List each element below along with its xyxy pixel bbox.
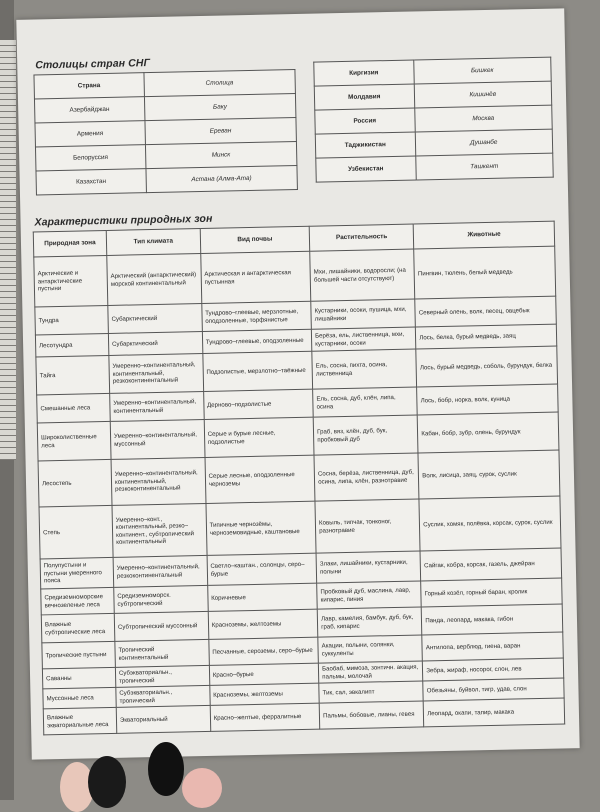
zone-cell: Ель, сосна, пихта, осина, лиственница <box>312 349 417 389</box>
zones-header-cell: Вид почвы <box>200 226 310 253</box>
zone-name-cell: Тайга <box>36 355 110 395</box>
capital-cell: Ташкент <box>415 153 553 180</box>
zone-name-cell: Тундра <box>35 305 109 335</box>
zone-cell: Ковыль, типчак, тонконог, разнотравие <box>315 499 420 553</box>
zone-cell: Умеренно–континентальный, континентальный <box>110 391 204 421</box>
zones-header-cell: Тип климата <box>106 229 200 256</box>
zone-cell: Кабан, бобр, зубр, олень, бурундук <box>417 412 558 453</box>
country-cell: Киргизия <box>314 60 414 86</box>
zone-cell: Суслик, хомяк, полёвка, корсак, сурок, суслик <box>419 496 561 551</box>
zone-cell: Светло–каштан., солонцы, серо–бурые <box>207 553 317 585</box>
capital-row <box>36 165 297 194</box>
zone-cell: Обезьяны, буйвол, тигр, удав, слон <box>423 678 564 701</box>
zone-cell: Горный козёл, горный баран, кролик <box>421 578 562 607</box>
zone-cell: Дерново–подзолистые <box>203 389 313 419</box>
zone-cell: Зебра, жираф, носорог, слон, лев <box>423 658 564 681</box>
zone-name-cell: Смешанные леса <box>37 393 111 423</box>
country-cell: Азербайджан <box>34 97 144 123</box>
zone-cell: Сосна, берёза, лиственница, дуб, осина, липа, клён, разнотравие <box>314 453 419 501</box>
capital-cell: Кишинёв <box>414 81 552 108</box>
zone-cell: Мхи, лишайники, водоросли; (на большей части отсутствуют) <box>310 249 415 301</box>
zone-cell: Экваториальный <box>116 705 210 733</box>
zone-name-cell: Степь <box>39 505 113 559</box>
notebook-spine <box>0 40 16 460</box>
capitals-title: Столицы стран СНГ <box>35 57 151 72</box>
zone-cell: Арктическая и антарктическая пустынная <box>200 251 310 303</box>
zone-cell: Серые лесные, оподзоленные черноземы <box>205 455 315 503</box>
worksheet-page <box>16 8 579 759</box>
zone-cell: Субэкваториальн., тропический <box>115 665 209 687</box>
zone-name-cell: Лесотундра <box>35 333 108 357</box>
country-cell: Армения <box>35 121 145 147</box>
country-cell: Молдавия <box>314 84 414 110</box>
zone-cell: Ель, сосна, дуб, клён, липа, осина <box>313 387 418 417</box>
capital-cell: Баку <box>144 93 296 120</box>
zone-cell: Баобаб, мимоза, зонтичн. акация, пальмы, молочай <box>318 661 423 683</box>
zone-cell: Субарктический <box>108 331 202 355</box>
zone-name-cell: Широколиственные леса <box>37 421 111 461</box>
capital-cell: Москва <box>414 105 552 132</box>
zone-name-cell: Тропические пустыни <box>42 641 115 669</box>
zone-cell: Красноземы, желтоземы <box>208 609 318 639</box>
zone-cell: Серые и бурые лесные, подзолистые <box>204 417 314 457</box>
capital-cell: Астана (Алма-Ата) <box>146 165 298 192</box>
zone-cell: Пингвин, тюлень, белый медведь <box>414 246 556 299</box>
country-cell: Страна <box>34 73 144 99</box>
capital-cell: Ереван <box>145 117 297 144</box>
zone-cell: Коричневые <box>207 583 317 611</box>
zone-cell: Северный олень, волк, песец, овцебык <box>415 296 556 327</box>
zone-cell: Злаки, лишайники, кустарники, полыни <box>316 551 421 583</box>
zone-name-cell: Полупустыни и пустыни умеренного пояса <box>40 557 114 589</box>
zone-cell: Граб, вяз, клён, дуб, бук, пробковый дуб <box>313 415 418 455</box>
zone-cell: Тропический континентальный <box>115 639 209 667</box>
zone-cell: Субэкваториальн., тропический <box>116 685 210 707</box>
zones-title: Характеристики природных зон <box>34 212 213 229</box>
capital-cell: Столица <box>144 69 296 96</box>
zone-cell: Лось, бурый медведь, соболь, бурундук, белка <box>416 346 557 387</box>
zone-name-cell: Лесостепь <box>38 459 112 507</box>
zone-cell: Кустарники, осоки, пушица, мхи, лишайники <box>311 299 416 329</box>
zone-name-cell: Арктические и антарктические пустыни <box>34 255 108 307</box>
zone-cell: Панда, леопард, макака, гибон <box>421 604 562 635</box>
capitals-table-right <box>313 57 553 183</box>
zone-cell: Умеренно–континентальный, континентальный, резкоконтинентальный <box>109 353 204 393</box>
zone-cell: Лавр, камелия, бамбук, дуб, бук, граб, кипарис <box>317 607 422 637</box>
zone-cell: Умеренно–континентальный, резкоконтинентальный <box>113 555 207 587</box>
zones-header-cell: Растительность <box>309 224 414 251</box>
hand-fingers <box>60 738 210 800</box>
zones-header-cell: Животные <box>413 221 554 249</box>
zone-cell: Тундрово–глеевые, оподзоленные <box>202 329 312 353</box>
zone-cell: Антилопа, верблюд, гиена, варан <box>422 632 563 661</box>
capital-row <box>316 153 553 182</box>
zone-cell: Подзолистые, мерзлотно–таёжные <box>203 351 313 391</box>
zone-cell: Арктический (антарктический) морской континентальный <box>107 254 202 306</box>
zone-cell: Тик, сал, эвкалипт <box>319 681 424 703</box>
country-cell: Россия <box>315 108 415 134</box>
zone-cell: Леопард, окапи, тапир, макака <box>423 698 564 727</box>
zone-name-cell: Влажные субтропические леса <box>41 613 115 643</box>
zone-cell: Песчанные, сероземы, серо–бурые <box>209 637 319 665</box>
zone-cell: Лось, бобр, норка, волк, куница <box>417 384 558 415</box>
zone-cell: Сайгак, кобра, корсак, газель, джейран <box>420 548 561 581</box>
zone-cell: Лось, белка, бурый медведь, заяц <box>416 324 557 349</box>
zone-cell: Волк, лисица, заяц, сурок, суслик <box>418 450 560 499</box>
zone-cell: Умеренно–континентальный, муссонный <box>110 419 205 459</box>
zone-cell: Акации, полыни, солянки, суккуленты <box>318 635 423 663</box>
capital-cell: Минск <box>145 141 297 168</box>
zone-cell: Средиземноморск. субтропический <box>114 585 208 613</box>
capital-cell: Бишкек <box>413 57 551 84</box>
country-cell: Белоруссия <box>35 145 145 171</box>
zone-cell: Умеренно–конт., континентальный, резко–континент., субтропический континентальный <box>112 503 207 557</box>
zone-cell: Тундрово–глеевые, мерзлотные, оподзоленные, торфянистые <box>201 301 311 331</box>
zone-name-cell: Средиземноморские вечнозеленые леса <box>41 587 114 615</box>
zone-cell: Субарктический <box>108 304 202 334</box>
zone-name-cell: Муссонные леса <box>43 687 116 709</box>
zone-cell: Берёза, ель, лиственница, мхи, кустарники, осоки <box>311 327 416 351</box>
zone-cell: Умеренно–континентальный, континентальный, резкоконтинентальный <box>111 457 206 505</box>
zone-name-cell: Влажные экваториальные леса <box>43 707 116 735</box>
country-cell: Таджикистан <box>315 132 415 158</box>
country-cell: Узбекистан <box>316 156 416 182</box>
zone-name-cell: Саванны <box>42 667 115 689</box>
zone-cell: Пальмы, бобовые, лианы, гевея <box>319 701 424 729</box>
zone-cell: Красно–бурые <box>209 663 319 685</box>
zone-cell: Красноземы, желтоземы <box>209 683 319 705</box>
zone-cell: Пробковый дуб, маслина, лавр, кипарис, пиния <box>317 581 422 609</box>
country-cell: Казахстан <box>36 169 146 195</box>
zone-cell: Субтропический муссонный <box>114 611 208 641</box>
capitals-table-left <box>33 69 297 195</box>
capital-cell: Душанбе <box>415 129 553 156</box>
zones-table <box>33 221 565 736</box>
zone-cell: Типичные чернозёмы, черноземовидные, каштановые <box>206 501 316 555</box>
zone-cell: Красно–желтые, ферралитные <box>210 703 320 731</box>
zones-header-cell: Природная зона <box>33 230 106 257</box>
